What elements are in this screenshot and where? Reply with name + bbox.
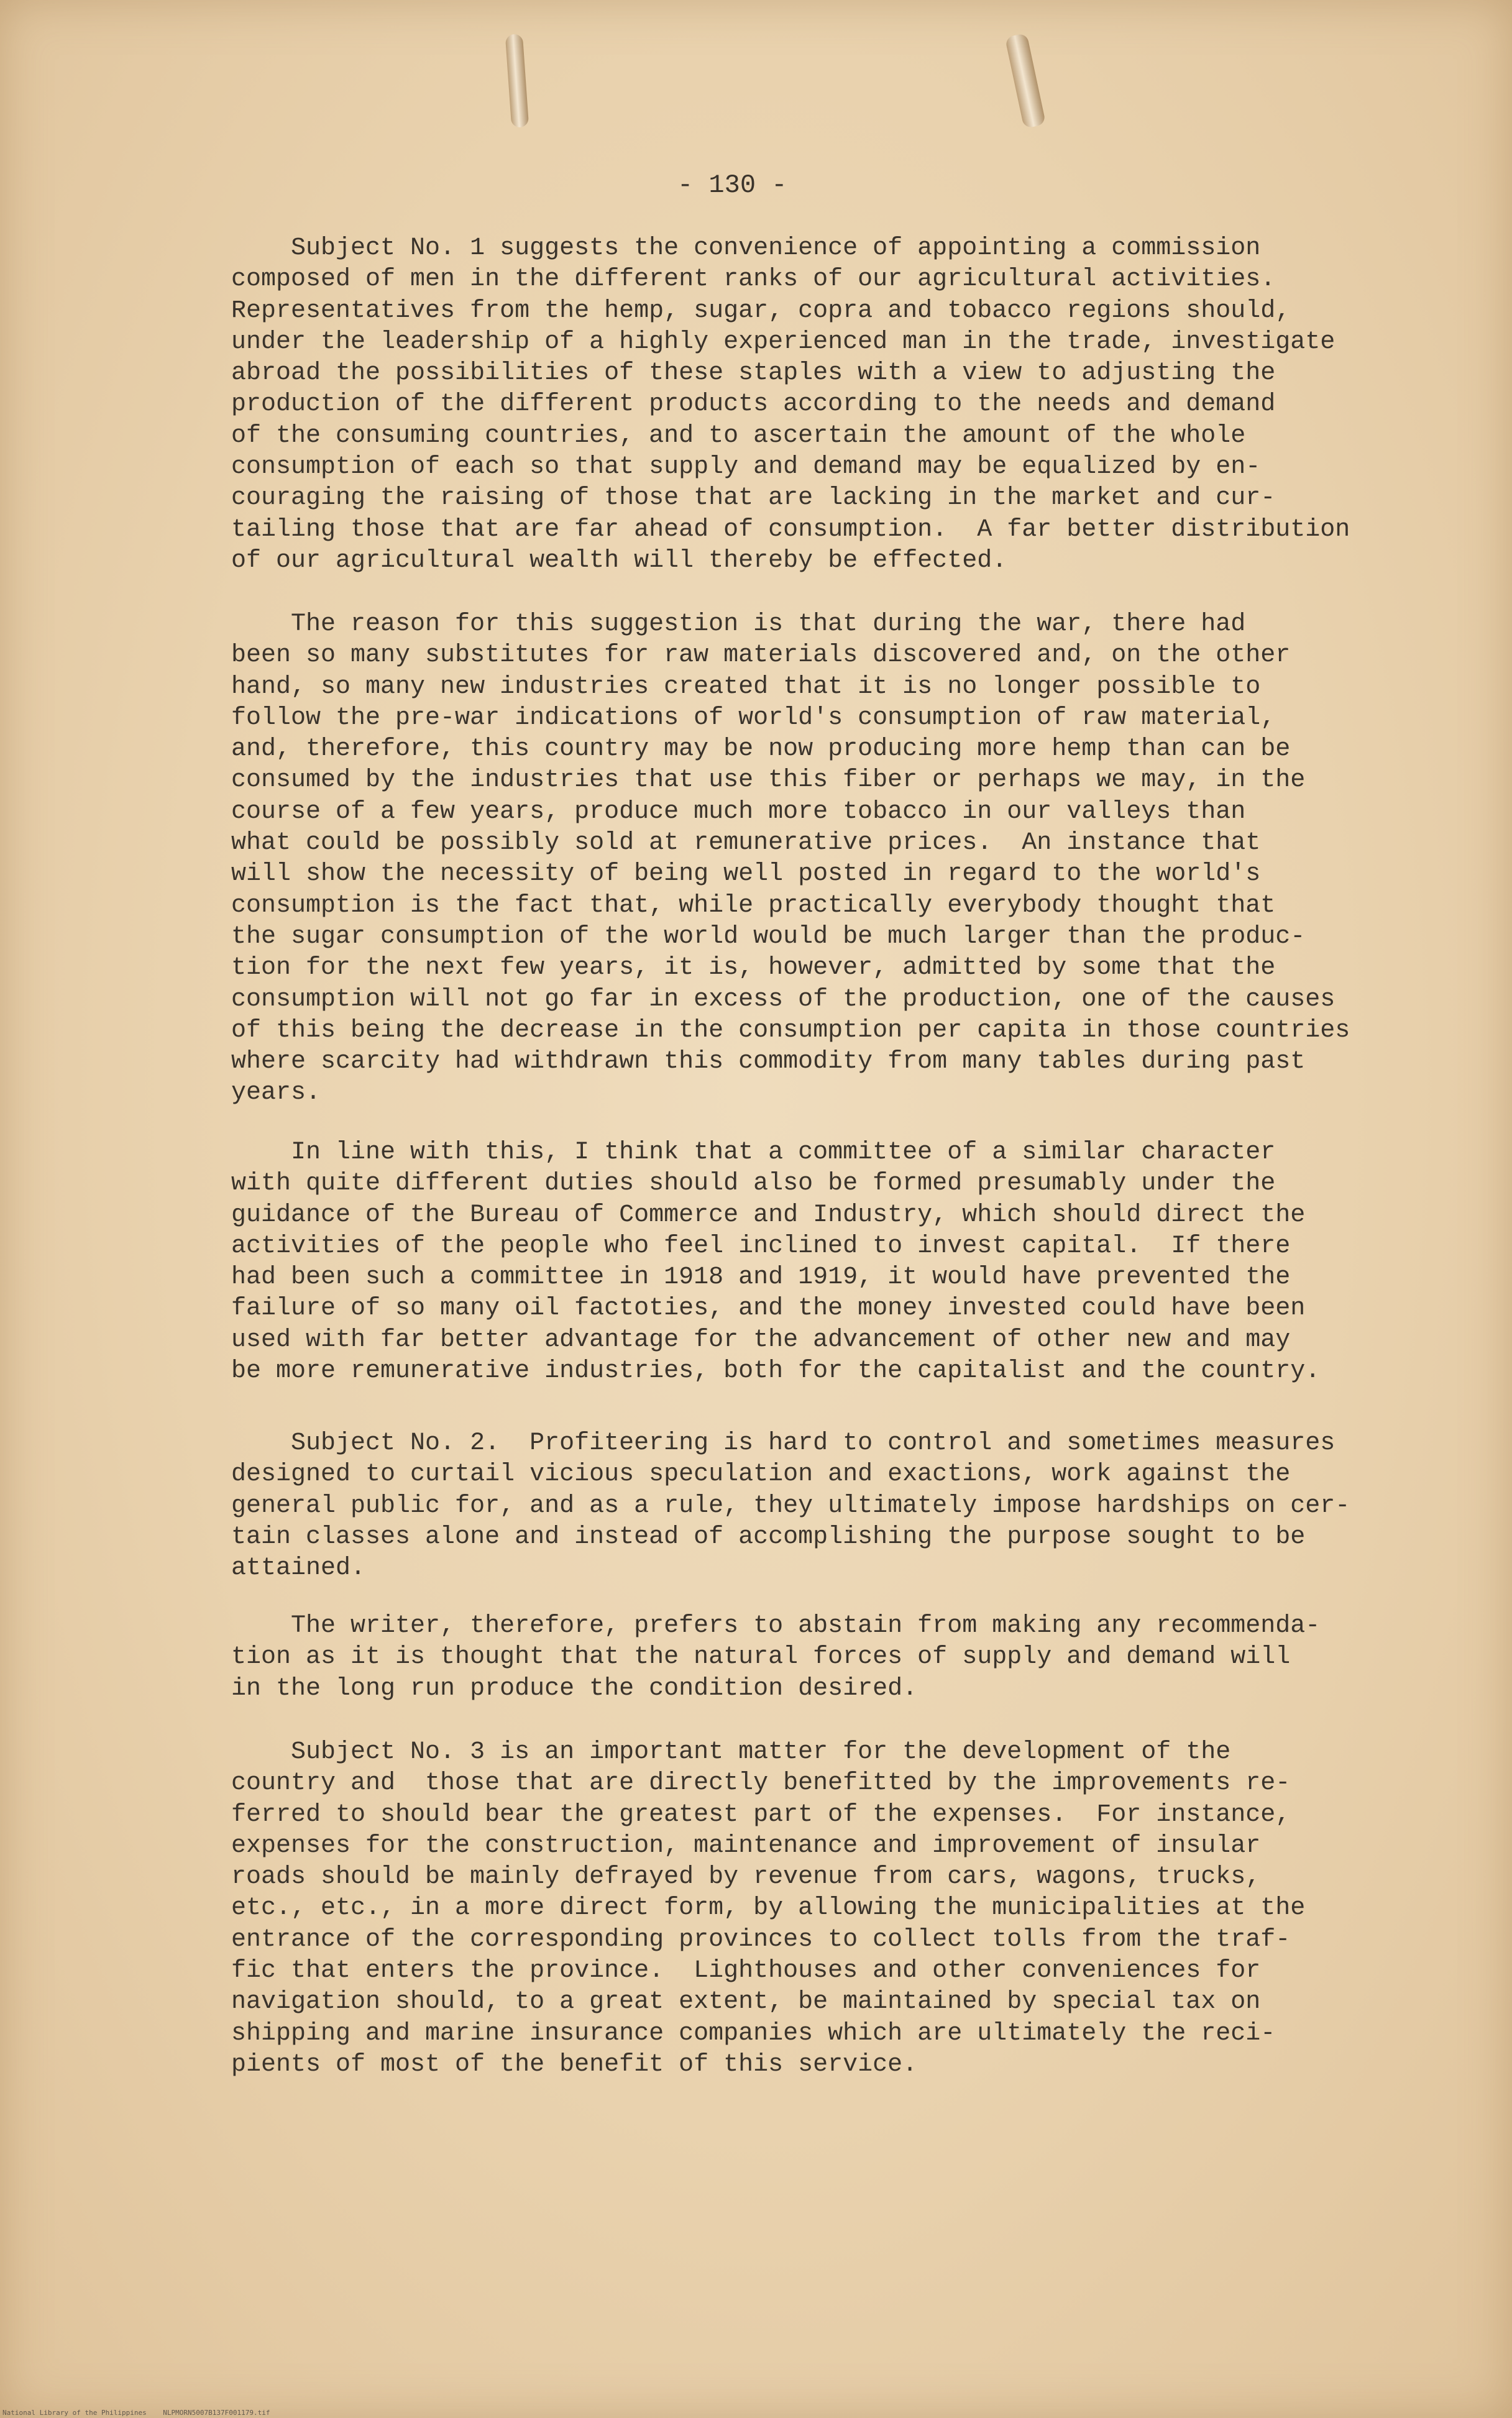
text-line: consumption will not go far in excess of the production, one of the causes	[231, 985, 1336, 1014]
text-line: consumed by the industries that use this fiber or perhaps we may, in the	[231, 766, 1306, 795]
text-line: composed of men in the different ranks of our agricultural activities.	[231, 265, 1276, 294]
text-line: and, therefore, this country may be now producing more hemp than can be	[231, 735, 1291, 764]
staple-mark-left	[505, 34, 529, 128]
text-line: production of the different products according to the needs and demand	[231, 390, 1276, 419]
text-line: with quite different duties should also be formed presumably under the	[231, 1170, 1276, 1198]
text-line: abroad the possibilities of these staples with a view to adjusting the	[231, 359, 1276, 388]
paragraph-subject-3	[231, 1737, 1412, 2081]
text-line: where scarcity had withdrawn this commodity from many tables during past	[231, 1048, 1306, 1076]
text-line: shipping and marine insurance companies which are ultimately the reci-	[231, 2019, 1276, 2048]
paragraph-committee	[231, 1137, 1412, 1387]
text-line: The reason for this suggestion is that during the war, there had	[231, 610, 1246, 638]
text-line: entrance of the corresponding provinces to collect tolls from the traf-	[231, 1925, 1291, 1954]
text-line: fic that enters the province. Lighthouses and other conveniences for	[231, 1957, 1261, 1985]
text-line: tailing those that are far ahead of consumption. A far better distribution	[231, 515, 1350, 544]
text-line: In line with this, I think that a committee of a similar character	[231, 1138, 1276, 1166]
text-line: hand, so many new industries created that it is no longer possible to	[231, 672, 1261, 701]
text-line: consumption of each so that supply and demand may be equalized by en-	[231, 453, 1261, 482]
text-line: etc., etc., in a more direct form, by allowing the municipalities at the	[231, 1894, 1306, 1923]
text-line: used with far better advantage for the advancement of other new and may	[231, 1326, 1291, 1354]
text-line: had been such a committee in 1918 and 1919, it would have prevented the	[231, 1263, 1291, 1292]
text-line: country and those that are directly benefitted by the improvements re-	[231, 1769, 1291, 1798]
text-line: failure of so many oil factoties, and the money invested could have been	[231, 1294, 1306, 1323]
text-line: what could be possibly sold at remunerative prices. An instance that	[231, 829, 1261, 858]
text-line: expenses for the construction, maintenance and improvement of insular	[231, 1831, 1261, 1860]
scan-footer-caption: National Library of the Philippines NLPMORN5007B137F001179.tif	[2, 2409, 270, 2417]
text-line: of our agricultural wealth will thereby be effected.	[231, 546, 1007, 575]
text-line: the sugar consumption of the world would be much larger than the produc-	[231, 922, 1306, 951]
staple-mark-right	[1005, 33, 1046, 129]
text-line: general public for, and as a rule, they ultimately impose hardships on cer-	[231, 1491, 1350, 1520]
paragraph-subject-1	[231, 233, 1412, 577]
text-line: under the leadership of a highly experienced man in the trade, investigate	[231, 327, 1336, 356]
text-line: couraging the raising of those that are lacking in the market and cur-	[231, 484, 1276, 513]
text-line: follow the pre-war indications of world's consumption of raw material,	[231, 703, 1276, 732]
text-line: tion for the next few years, it is, however, admitted by some that the	[231, 954, 1276, 982]
text-line: tion as it is thought that the natural forces of supply and demand will	[231, 1643, 1291, 1672]
text-line: be more remunerative industries, both for the capitalist and the country.	[231, 1357, 1321, 1386]
text-line: Subject No. 3 is an important matter for the development of the	[231, 1738, 1231, 1766]
text-line: attained.	[231, 1554, 366, 1583]
page-number: - 130 -	[677, 170, 787, 200]
text-line: Representatives from the hemp, sugar, copra and tobacco regions should,	[231, 296, 1291, 325]
text-line: tain classes alone and instead of accomplishing the purpose sought to be	[231, 1523, 1306, 1551]
text-line: Subject No. 2. Profiteering is hard to control and sometimes measures	[231, 1429, 1336, 1457]
text-line: of this being the decrease in the consumption per capita in those countries	[231, 1016, 1350, 1045]
text-line: guidance of the Bureau of Commerce and Industry, which should direct the	[231, 1201, 1306, 1229]
text-line: consumption is the fact that, while practically everybody thought that	[231, 891, 1276, 920]
text-line: Subject No. 1 suggests the convenience of appointing a commission	[231, 234, 1261, 262]
paragraph-writer	[231, 1611, 1412, 1705]
text-line: The writer, therefore, prefers to abstain from making any recommenda-	[231, 1612, 1321, 1640]
text-line: in the long run produce the condition desired.	[231, 1674, 918, 1703]
text-line: activities of the people who feel inclined to invest capital. If there	[231, 1232, 1291, 1260]
text-line: of the consuming countries, and to ascertain the amount of the whole	[231, 421, 1246, 450]
text-line: navigation should, to a great extent, be maintained by special tax on	[231, 1988, 1261, 2017]
text-line: ferred to should bear the greatest part of the expenses. For instance,	[231, 1800, 1291, 1829]
text-line: designed to curtail vicious speculation and exactions, work against the	[231, 1460, 1291, 1489]
text-line: will show the necessity of being well posted in regard to the world's	[231, 860, 1261, 889]
text-line: years.	[231, 1079, 321, 1107]
text-line: roads should be mainly defrayed by revenue from cars, wagons, trucks,	[231, 1863, 1261, 1892]
text-line: course of a few years, produce much more tobacco in our valleys than	[231, 797, 1246, 826]
paragraph-reason	[231, 609, 1412, 1109]
text-line: pients of most of the benefit of this service.	[231, 2050, 918, 2079]
text-line: been so many substitutes for raw materials discovered and, on the other	[231, 641, 1291, 670]
paragraph-subject-2	[231, 1428, 1412, 1584]
